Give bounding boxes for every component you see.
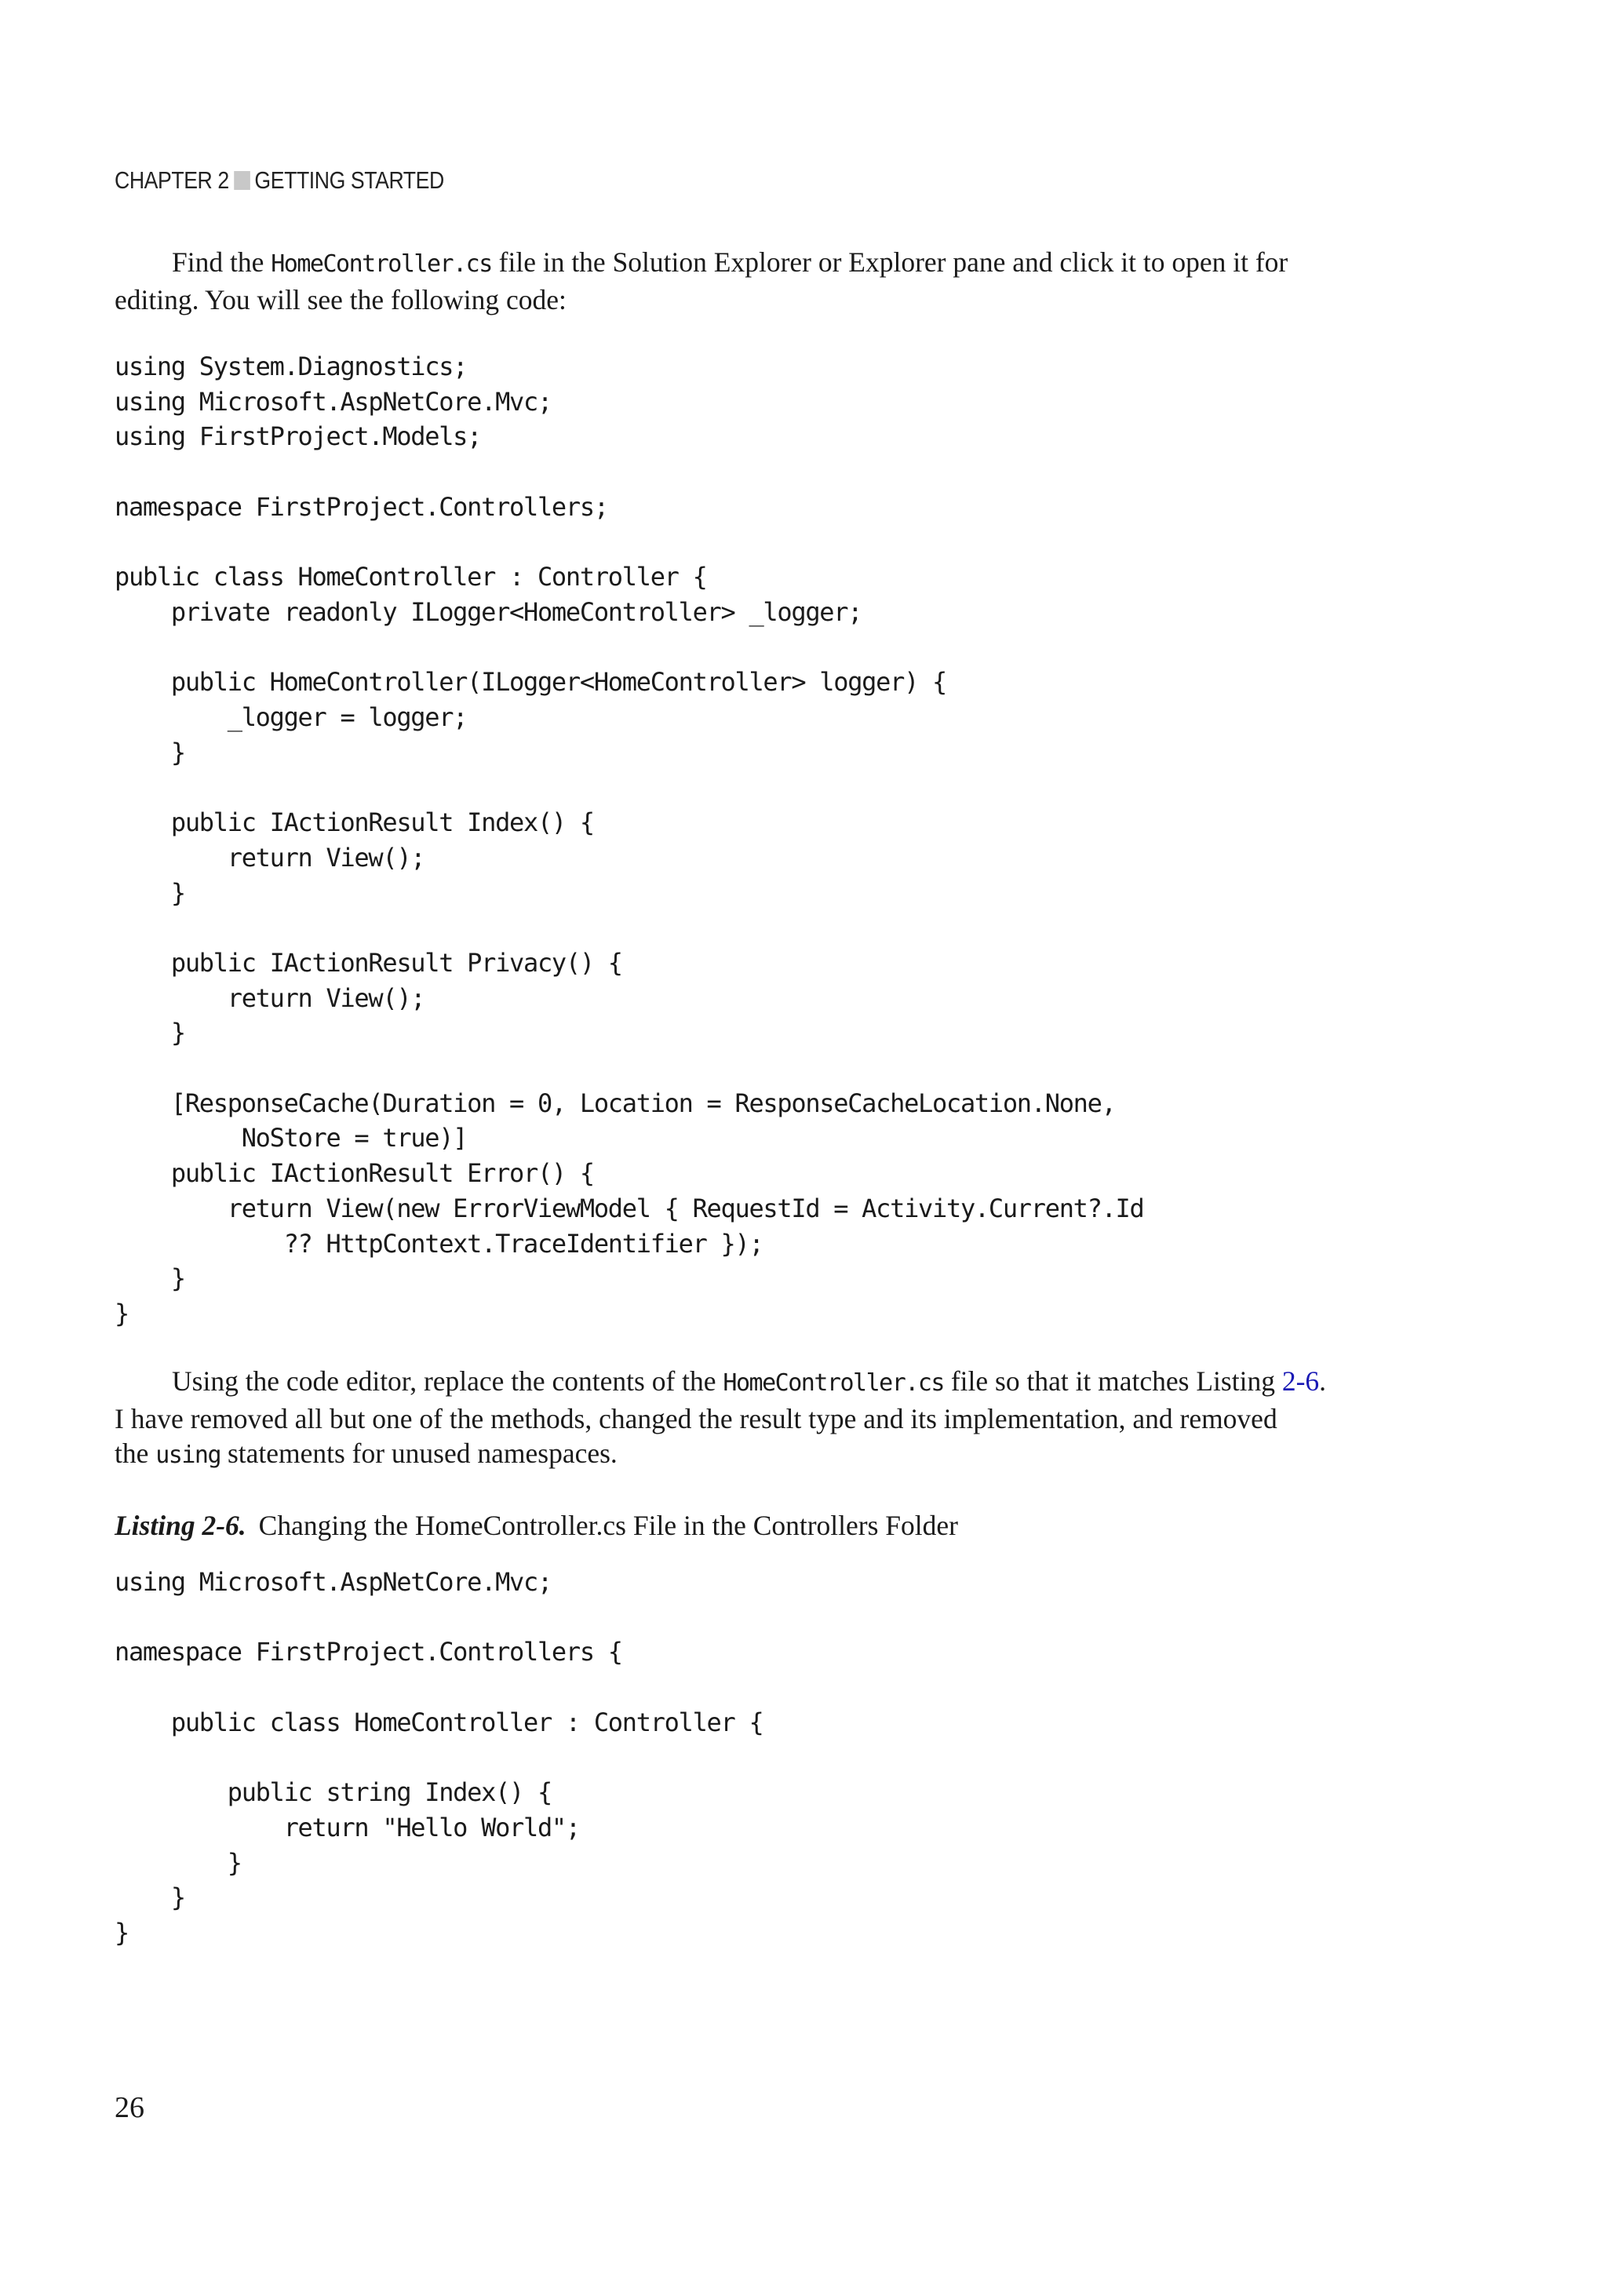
intro-paragraph bbox=[115, 245, 1464, 317]
chapter-title: GETTING STARTED bbox=[254, 166, 444, 194]
instructions-line3-end: statements for unused namespaces. bbox=[220, 1438, 618, 1470]
instructions-text-start: Using the code editor, replace the contents of the bbox=[172, 1365, 723, 1397]
chapter-number: CHAPTER 2 bbox=[115, 166, 229, 194]
intro-text-line1-end: file in the Solution Explorer or Explorer pane and click it to open it for bbox=[491, 246, 1288, 278]
instructions-period: . bbox=[1319, 1365, 1327, 1397]
listing-caption-text: Changing the HomeController.cs File in the Controllers Folder bbox=[258, 1510, 958, 1541]
instructions-text-mid: file so that it matches Listing bbox=[943, 1365, 1282, 1397]
replace-instructions-paragraph bbox=[115, 1364, 1464, 1474]
instructions-line2: I have removed all but one of the methods, changed the result type and its implementation, and removed bbox=[115, 1402, 1277, 1434]
page-number: 26 bbox=[115, 2091, 144, 2124]
intro-text-start: Find the bbox=[172, 246, 271, 278]
inline-code-using: using bbox=[155, 1441, 221, 1470]
instructions-line3-start: the bbox=[115, 1438, 156, 1470]
code-block-original-controller: using System.Diagnostics; using Microsoft.AspNetCore.Mvc; using FirstProject.Models; namespace FirstProject.Controllers; public class HomeController : Controller { private readonly ILogger<HomeController> _logger; public HomeController(ILogger<HomeController> logger) { _logger = logger; } public IActionResult Index() { return View(); } public IActionResult Privacy() { return View(); } [ResponseCache(Duration = 0, Location = ResponseCacheLocation.None, NoStore = true)] public IActionResult Error() { return View(new ErrorViewModel { RequestId = Activity.Current?.Id ?? HttpContext.TraceIdentifier }); } } bbox=[115, 352, 1144, 1328]
running-header bbox=[115, 166, 444, 195]
listing-label: Listing 2-6. bbox=[115, 1510, 246, 1541]
code-block-listing-2-6: using Microsoft.AspNetCore.Mvc; namespace FirstProject.Controllers { public class HomeController : Controller { public string Index() { return "Hello World"; } } } bbox=[115, 1567, 763, 1948]
intro-text-line2: editing. You will see the following code: bbox=[115, 283, 567, 315]
listing-caption bbox=[115, 1508, 958, 1543]
listing-reference-link[interactable]: 2-6 bbox=[1281, 1365, 1320, 1397]
inline-code-filename-2: HomeController.cs bbox=[723, 1369, 944, 1397]
header-separator-square bbox=[235, 171, 251, 190]
inline-code-filename: HomeController.cs bbox=[271, 250, 492, 278]
